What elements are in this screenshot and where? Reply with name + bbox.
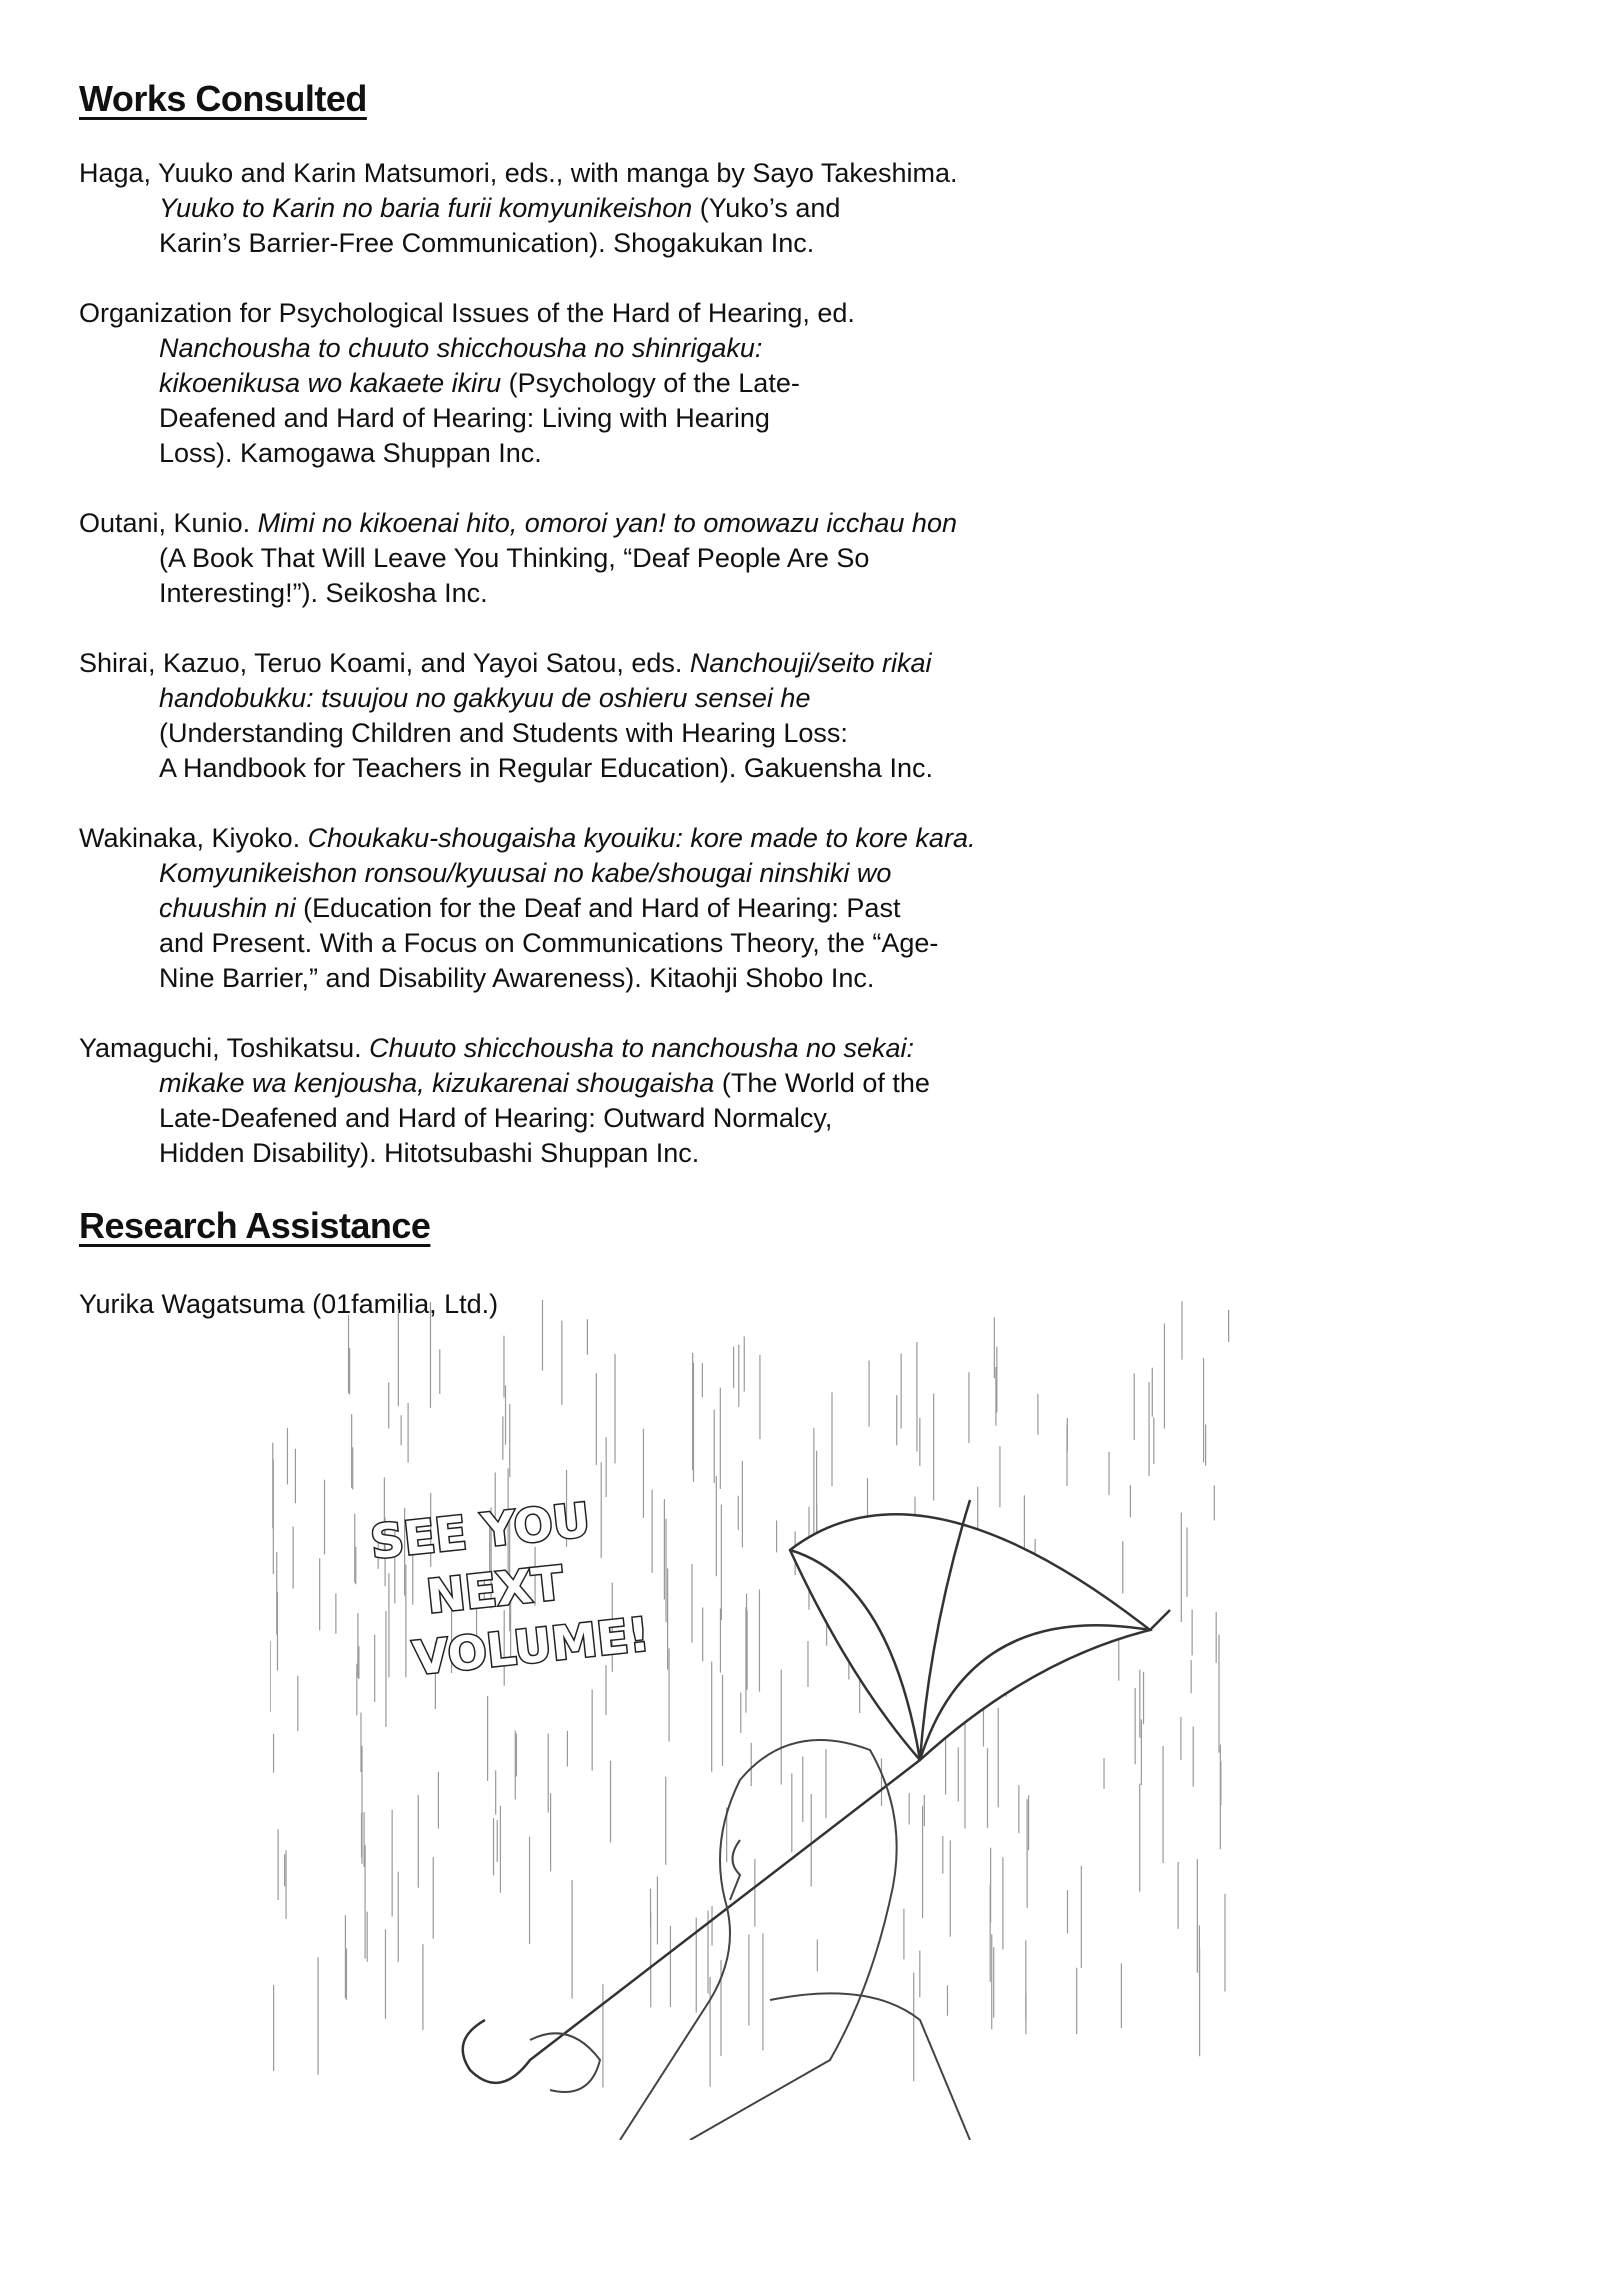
- citation-line: [79, 1031, 1179, 1066]
- citation-line: [79, 366, 1179, 401]
- rain-lines: [270, 1300, 1229, 2087]
- citation-line: [79, 401, 1179, 436]
- citation-entry: [79, 156, 1179, 261]
- citation-line: [79, 226, 1179, 261]
- citation-title-text: Komyunikeishon ronsou/kyuusai no kabe/shougai ninshiki wo: [159, 858, 892, 888]
- citation-line: [79, 576, 1179, 611]
- citation-title-text: Yuuko to Karin no baria furii komyunikeishon: [159, 193, 693, 223]
- caption-line-1: SEE YOU: [368, 1492, 593, 1570]
- citation-text: Hidden Disability). Hitotsubashi Shuppan Inc.: [159, 1138, 700, 1168]
- citation-title-text: Choukaku-shougaisha kyouiku: kore made to kore kara.: [307, 823, 976, 853]
- citation-line: [79, 961, 1179, 996]
- citation-line: [79, 681, 1179, 716]
- citation-text: (Understanding Children and Students with Hearing Loss:: [159, 718, 848, 748]
- citation-text: Interesting!”). Seikosha Inc.: [159, 578, 488, 608]
- citation-text: (The World of the: [714, 1068, 930, 1098]
- citation-text: Haga, Yuuko and Karin Matsumori, eds., with manga by Sayo Takeshima.: [79, 158, 958, 188]
- citation-text: Late-Deafened and Hard of Hearing: Outward Normalcy,: [159, 1103, 833, 1133]
- citation-line: [79, 541, 1179, 576]
- citation-text: Outani, Kunio.: [79, 508, 258, 538]
- citation-line: [79, 1136, 1179, 1171]
- citation-text: Yamaguchi, Toshikatsu.: [79, 1033, 370, 1063]
- citation-text: Shirai, Kazuo, Teruo Koami, and Yayoi Satou, eds.: [79, 648, 690, 678]
- citation-line: [79, 331, 1179, 366]
- caption-line-3: VOLUME!: [410, 1606, 652, 1686]
- citation-line: [79, 926, 1179, 961]
- citation-entry: [79, 1031, 1179, 1171]
- citation-title-text: Mimi no kikoenai hito, omoroi yan! to omowazu icchau hon: [257, 508, 957, 538]
- citation-text: (Psychology of the Late-: [501, 368, 800, 398]
- citation-line: [79, 436, 1179, 471]
- works-consulted-list: [79, 156, 1179, 1206]
- citation-line: [79, 191, 1179, 226]
- citation-text: (Yuko’s and: [692, 193, 841, 223]
- rain-umbrella-illustration: [270, 1300, 1230, 2140]
- citation-line: [79, 296, 1179, 331]
- citation-entry: [79, 821, 1179, 996]
- umbrella: [463, 1500, 1170, 2083]
- citation-text: (Education for the Deaf and Hard of Hearing: Past: [295, 893, 901, 923]
- caption-line-2: NEXT: [424, 1555, 566, 1624]
- citation-title-text: Nanchouji/seito rikai: [689, 648, 932, 678]
- citation-text: Deafened and Hard of Hearing: Living with Hearing: [159, 403, 770, 433]
- research-assistance-heading: Research Assistance: [79, 1205, 431, 1246]
- citation-line: [79, 156, 1179, 191]
- works-consulted-heading: Works Consulted: [79, 78, 367, 119]
- research-assistant-name: Yurika Wagatsuma (01familia, Ltd.): [79, 1289, 499, 1319]
- citation-line: [79, 1101, 1179, 1136]
- citation-title-text: Nanchousha to chuuto shicchousha no shinrigaku:: [159, 333, 763, 363]
- citation-entry: [79, 296, 1179, 471]
- citation-line: [79, 716, 1179, 751]
- citation-line: [79, 891, 1179, 926]
- citation-text: A Handbook for Teachers in Regular Education). Gakuensha Inc.: [159, 753, 933, 783]
- citation-line: [79, 1066, 1179, 1101]
- citation-title-text: kikoenikusa wo kakaete ikiru: [159, 368, 502, 398]
- citation-text: Karin’s Barrier-Free Communication). Shogakukan Inc.: [159, 228, 815, 258]
- citation-line: [79, 821, 1179, 856]
- citation-text: Nine Barrier,” and Disability Awareness). Kitaohji Shobo Inc.: [159, 963, 875, 993]
- citation-text: Organization for Psychological Issues of the Hard of Hearing, ed.: [79, 298, 855, 328]
- citation-title-text: chuushin ni: [159, 893, 296, 923]
- citation-entry: [79, 646, 1179, 786]
- citation-title-text: handobukku: tsuujou no gakkyuu de oshieru sensei he: [159, 683, 811, 713]
- citation-text: Wakinaka, Kiyoko.: [79, 823, 308, 853]
- citation-title-text: Chuuto shicchousha to nanchousha no sekai:: [369, 1033, 915, 1063]
- citation-title-text: mikake wa kenjousha, kizukarenai shougaisha: [159, 1068, 715, 1098]
- citation-line: [79, 856, 1179, 891]
- citation-line: [79, 646, 1179, 681]
- citation-text: (A Book That Will Leave You Thinking, “Deaf People Are So: [159, 543, 870, 573]
- citation-entry: [79, 506, 1179, 611]
- citation-text: and Present. With a Focus on Communications Theory, the “Age-: [159, 928, 939, 958]
- citation-line: [79, 751, 1179, 786]
- citation-line: [79, 506, 1179, 541]
- citation-text: Loss). Kamogawa Shuppan Inc.: [159, 438, 542, 468]
